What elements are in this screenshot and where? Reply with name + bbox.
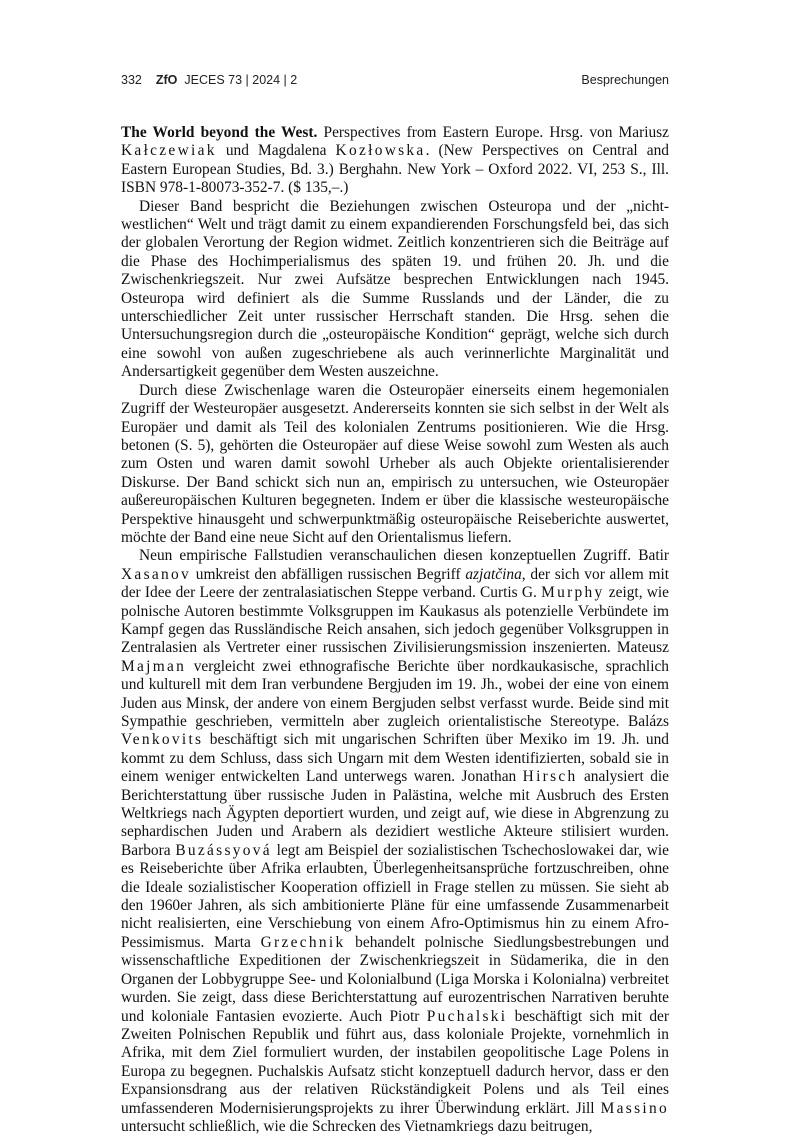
text-run: Neun empirische Fallstudien veranschaulichen diesen konzeptuellen Zugriff. Batir <box>139 547 669 565</box>
bibliographic-entry <box>121 124 669 198</box>
text-run: vergleicht zwei ethnografische Berichte über nordkaukasische, sprachlich und kulturell mit dem Iran verbundene Bergjuden im 19. Jh., wobei der eine von einem Juden aus Minsk, der andere von einem Bergjuden selbst verfasst wurde. Beide sind mit Sympathie geschrieben, vermitteln aber zugleich orientalistische Stereotype. Balázs <box>121 657 669 730</box>
author-name: Buzássyová <box>175 841 272 859</box>
header-left <box>121 73 297 87</box>
text-run: behandelt polnische Siedlungsbestrebungen und wissenschaftliche Expeditionen der Zwischenkriegszeit in Südamerika, die in den Organen der Lobbygruppe See- und Kolonialbund (Liga Morska i Kolonialna) verbreitet wurden. Sie zeigt, dass diese Berichterstattung auf eurozentrischen Narrativen beruhte und koloniale Fantasien evozierte. Auch Piotr <box>121 933 669 1025</box>
biblio-text: . (New Perspectives on Central and Eastern European Studies, Bd. 3.) Berghahn. New York – Oxford 2022. VI, 253 S., Ill. ISBN 978-1-80073-352-7. ($ 135,–.) <box>121 142 670 197</box>
paragraph: Durch diese Zwischenlage waren die Osteuropäer einerseits einem hegemonialen Zugriff der Westeuropäer ausgesetzt. Andererseits konnten sie sich selbst in der Welt als Europäer und damit als Teil des kolonialen Zentrums positionieren. Wie die Hrsg. betonen (S. 5), gehörten die Osteuropäer auf diese Weise sowohl zum Westen als auch zum Osten und waren damit sowohl Urheber als auch Objekte orientalisierender Diskurse. Der Band schickt sich nun an, empirisch zu untersuchen, wie Osteuropäer außereuropäischen Kulturen begegneten. Indem er über die klassische westeuropäische Perspektive hinausgeht und schwerpunktmäßig osteuropäische Reiseberichte auswertet, möchte der Band eine neue Sicht auf den Orientalismus liefern. <box>121 381 669 546</box>
journal-name: ZfO <box>155 73 178 87</box>
text-run: analysiert die Berichterstattung über russische Juden in Palästina, welche mit Ausbruch des Ersten Weltkriegs nach Ägypten deportiert wurden, und zeigt auf, wie diese in Abgrenzung zu sephardischen Juden und Arabern als dezidiert westliche Akteure stilisiert wurden. Barbora <box>121 768 669 859</box>
section-title: Besprechungen <box>581 73 669 87</box>
author-name: Grzechnik <box>260 933 346 951</box>
text-run: untersucht schließlich, wie die Schrecken des Vietnamkriegs dazu beitrugen, <box>121 1117 593 1135</box>
text-run: beschäftigt sich mit ungarischen Schriften über Mexiko im 19. Jh. und kommt zu dem Schluss, dass sich Ungarn mit dem Westen identifizierten, sobald sie in einem weniger entwickelten Land unterwegs waren. Jonathan <box>121 731 669 786</box>
text-run: umkreist den abfälligen russischen Begriff <box>191 565 466 583</box>
journal-issue: JECES 73 | 2024 | 2 <box>184 73 298 87</box>
biblio-text: und Magdalena <box>216 142 336 160</box>
book-title: The World beyond the West. <box>121 124 318 141</box>
editor-name: Kozłowska <box>335 142 426 160</box>
article-body <box>121 124 669 1136</box>
author-name: Venkovits <box>121 731 204 749</box>
biblio-text: Perspectives from Eastern Europe. Hrsg. von Mariusz <box>317 124 669 141</box>
author-name: Massino <box>600 1099 669 1117</box>
text-run: legt am Beispiel der sozialistischen Tschechoslowakei dar, wie es Reiseberichte über Afrika erlaubten, Überlegenheitsansprüche fortzuschreiben, ohne die Ideale sozialistischer Kooperation offiziell in Frage stellen zu müssen. Sie sieht ab den 1960er Jahren, als sich ambitionierte Pläne für eine umfassende Zusammenarbeit nicht realisierten, eine Verschiebung von einem Afro-Optimismus hin zu einem Afro-Pessimismus. Marta <box>121 841 669 951</box>
author-name: Hirsch <box>522 768 578 786</box>
author-name: Xasanov <box>121 565 192 583</box>
italic-term: azjatčina <box>465 565 522 583</box>
text-run: beschäftigt sich mit der Zweiten Polnischen Republik und führt aus, dass koloniale Projekte, vornehmlich in Afrika, mit dem Ziel formuliert wurden, der instabilen geopolitische Lage Polens in Europa zu begegnen. Puchalskis Aufsatz sticht konzeptuell dadurch hervor, dass er den Expansionsdrang aus der relativen Rückständigkeit Polens und als Teil eines umfassenderen Modernisierungsprojekts zu ihrer Überwindung erklärt. Jill <box>121 1007 669 1117</box>
running-header <box>121 73 669 91</box>
text-run: zeigt, wie polnische Autoren bestimmte Volksgruppen im Kaukasus als potenzielle Verbündete im Kampf gegen das Russländische Reich ansahen, sich jedoch gegenüber Volksgruppen in Zentralasien als Vertreter einer russischen Zivilisierungsmission inszenierten. Mateusz <box>121 584 669 657</box>
author-name: Puchalski <box>426 1007 508 1025</box>
paragraph: Dieser Band bespricht die Beziehungen zwischen Osteuropa und der „nicht-westlichen“ Welt und trägt damit zu einem expandierenden Forschungsfeld bei, das sich der globalen Verortung der Region widmet. Zeitlich konzentrieren sich die Beiträge auf die Phase des Hochimperialismus des späten 19. und frühen 20. Jh. und die Zwischenkriegszeit. Nur zwei Aufsätze besprechen Entwicklungen nach 1945. Osteuropa wird definiert als die Summe Russlands und der Länder, die zu unterschiedlicher Zeit unter russischer Herrschaft standen. Die Hrsg. sehen die Untersuchungsregion durch die „osteuropäische Kondition“ geprägt, welche sich durch eine sowohl von außen zugeschriebene als auch verinnerlichte Marginalität und Andersartigkeit gegenüber dem Westen auszeichne. <box>121 197 669 381</box>
author-name: Murphy <box>541 584 605 602</box>
editor-name: Kałczewiak <box>121 142 217 160</box>
page-number: 332 <box>121 73 142 87</box>
paragraph <box>121 547 669 1136</box>
text-run: , der sich vor allem mit der Idee der Leere der zentralasiatischen Steppe verband. Curtis G. <box>121 565 669 602</box>
author-name: Majman <box>121 657 187 675</box>
